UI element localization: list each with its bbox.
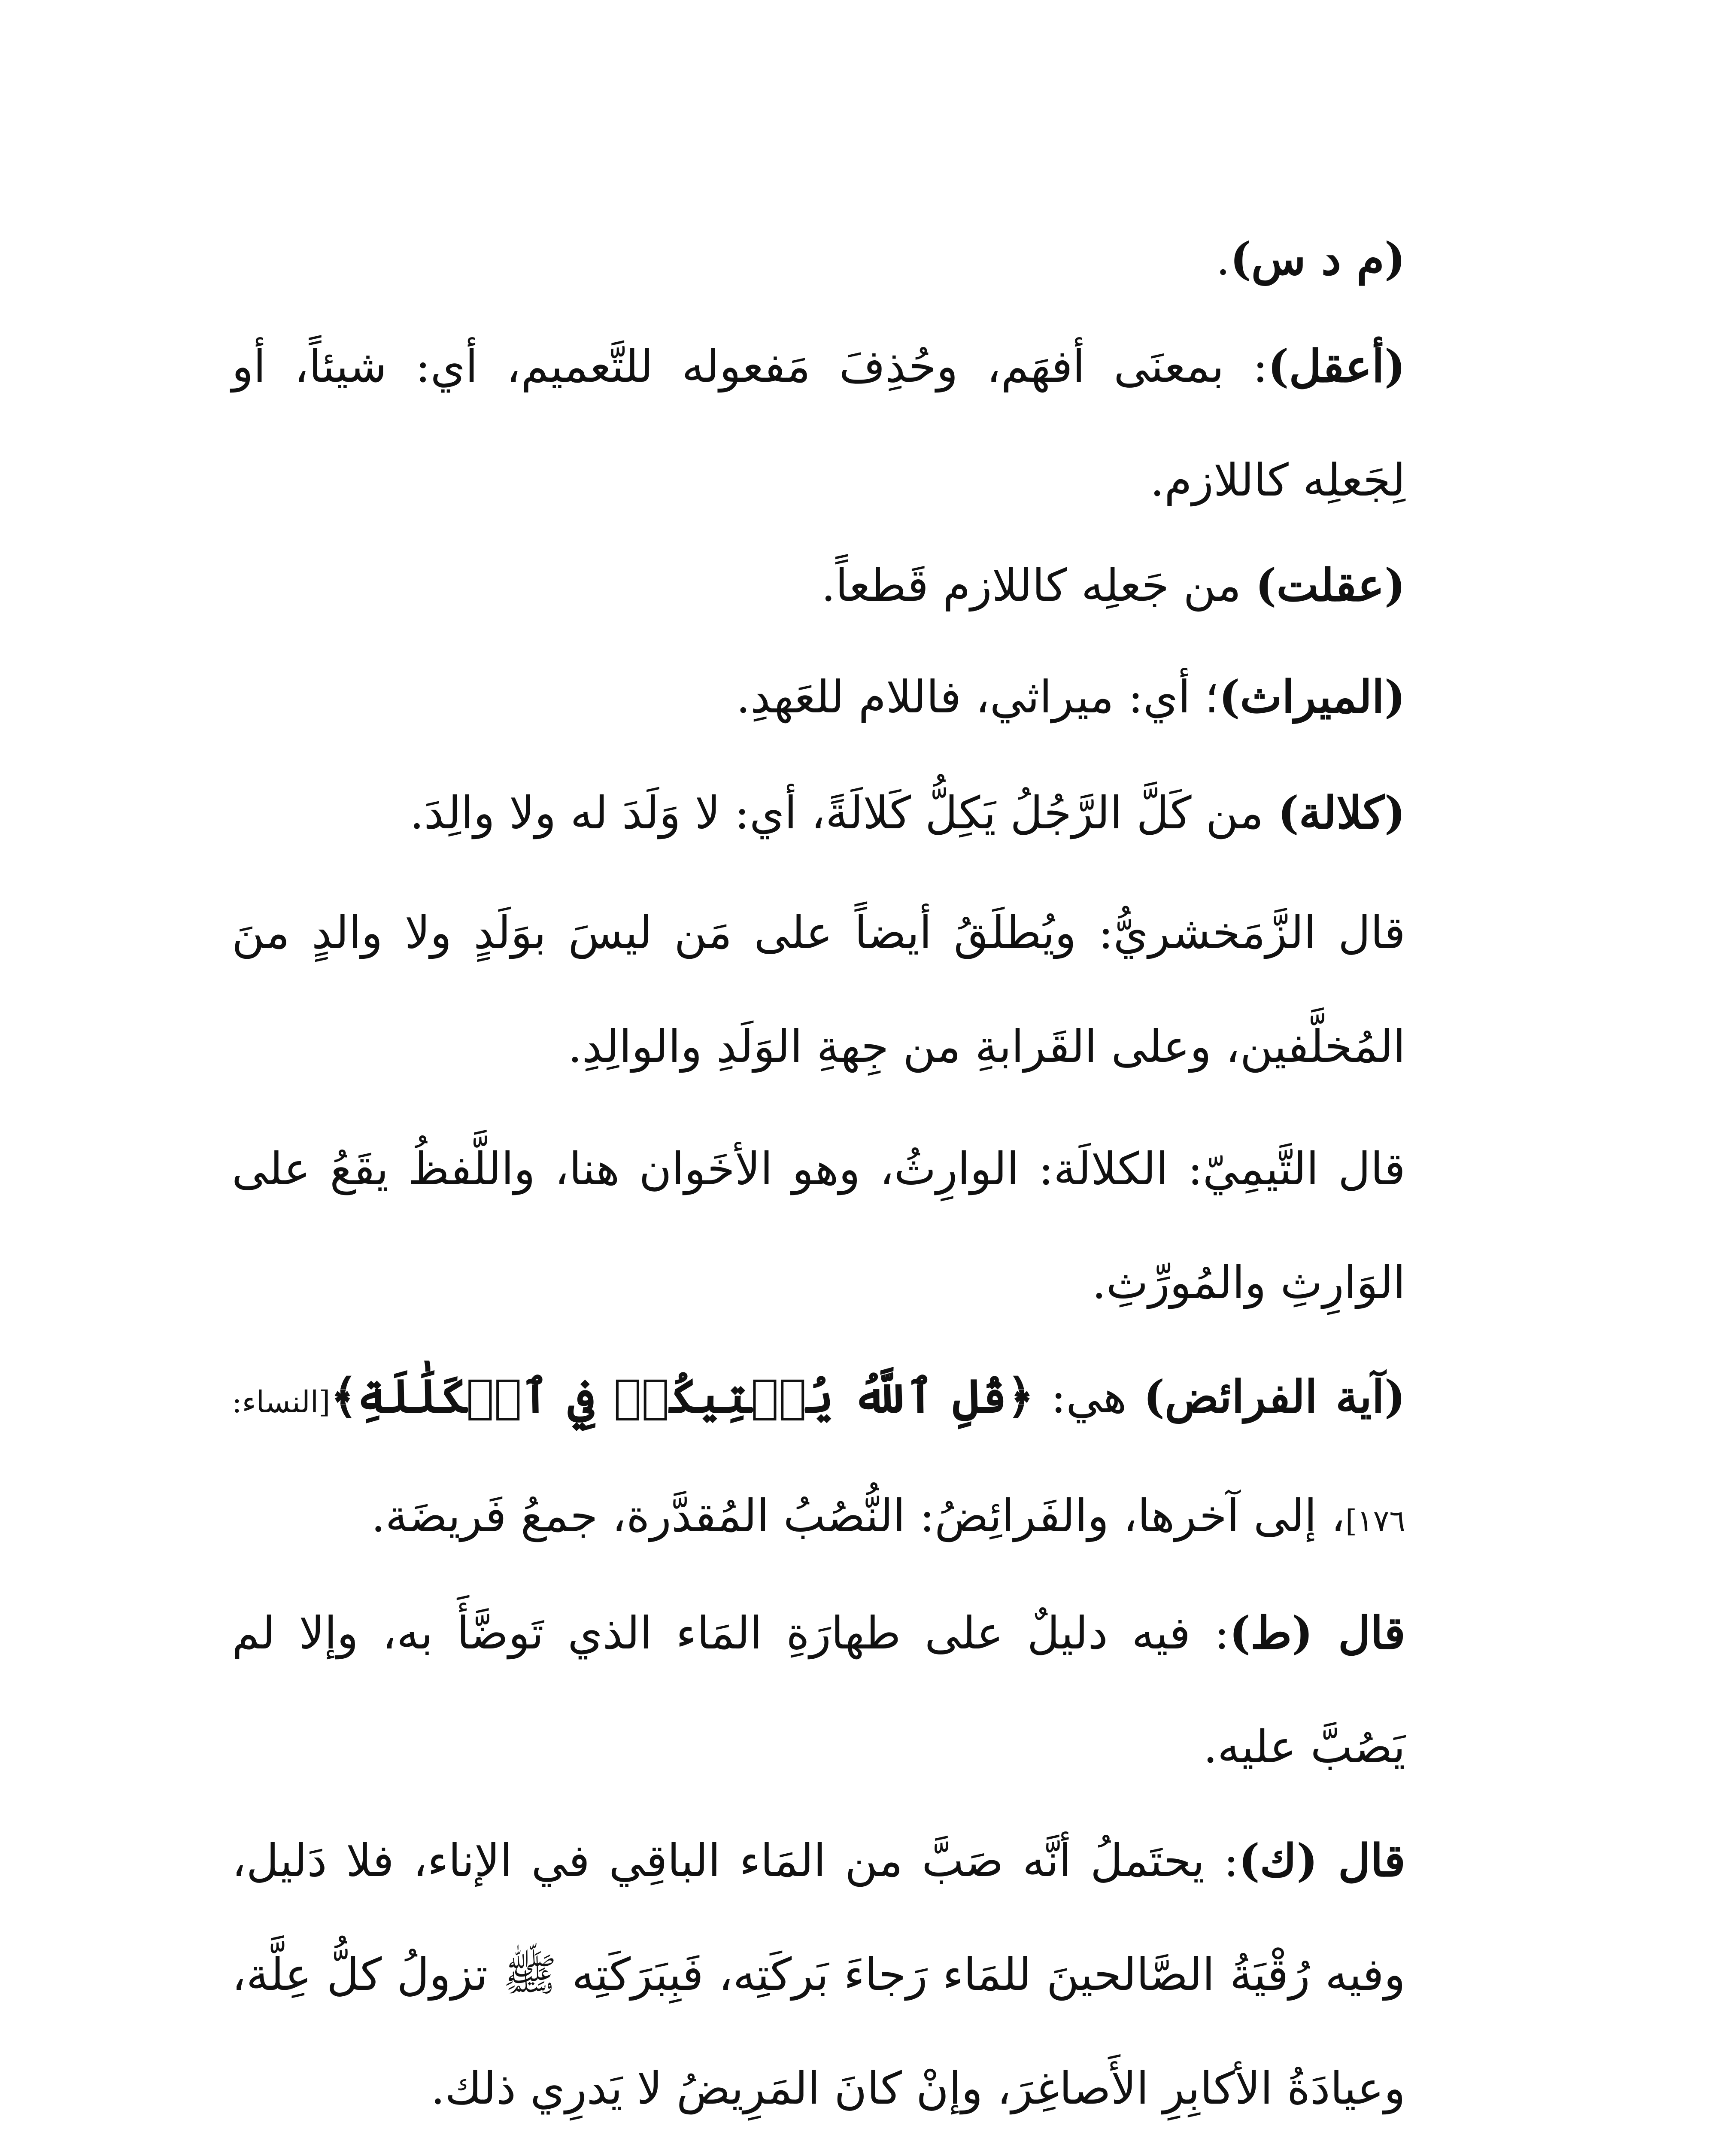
- term: (عقلت): [1255, 559, 1405, 611]
- paragraph-text: : فيه دليلٌ على طهارَةِ المَاء الذي تَوضَّأَ به، وإلا لم يَصُبَّ عليه.: [232, 1607, 1405, 1773]
- paragraph-source-codes: [232, 202, 1504, 316]
- paragraph-aqaltu: [232, 528, 1504, 642]
- term: (كلالة): [1278, 786, 1405, 839]
- paragraph-text: : بمعنَى أفهَم، وحُذِفَ مَفعوله للتَّعميم، أي: شيئاً، أو لِجَعلِه كاللازم.: [232, 340, 1405, 506]
- paragraph-zamakhshari: [232, 876, 1504, 1104]
- paragraph-text: هي:: [1034, 1371, 1144, 1423]
- paragraph-text: قال الزَّمَخشريُّ: ويُطلَقُ أيضاً على مَن ليسَ بوَلَدٍ ولا والدٍ منَ المُخلَّفين، وعلى القَرابةِ من جِهةِ الوَلَدِ والوالِدِ.: [232, 906, 1405, 1073]
- term: قال (ك): [1238, 1834, 1405, 1887]
- paragraph-qal-kaf: [232, 1803, 1504, 2145]
- paragraph-kalala: [232, 756, 1504, 870]
- term: (أعقل): [1268, 340, 1405, 392]
- term: (الميراث): [1219, 670, 1405, 723]
- paragraph-qal-ta: [232, 1576, 1504, 1804]
- quran-verse: ﴿قُلِ ٱللَّهُ يُفۡتِيكُمۡ فِي ٱلۡكَلَٰلَةِ﴾: [330, 1369, 1034, 1423]
- paragraph-ayat-alfaraid: [232, 1340, 1504, 1578]
- quran-citation: [النساء: ١٧٦]: [232, 1384, 1405, 1539]
- term: قال (ط): [1229, 1606, 1406, 1659]
- term: (آية الفرائض): [1143, 1370, 1406, 1423]
- paragraph-text: .: [1216, 233, 1230, 285]
- paragraph-mirath: [232, 640, 1504, 754]
- book-page: [232, 0, 1504, 2147]
- term: (م د س): [1230, 232, 1405, 285]
- paragraph-aqil: [232, 309, 1504, 537]
- paragraph-text: : يحتَملُ أنَّه صَبَّ من المَاء الباقِي في الإناء، فلا دَليل، وفيه رُقْيَةُ الصَّالحينَ للمَاء رَجاءَ بَركَتِه، فَبِبَرَكَتِه ﷺ تزولُ كلُّ عِلَّة، وعيادَةُ الأكابِرِ الأَصاغِرَ، وإنْ كانَ المَرِيضُ لا يَدرِي ذلك.: [232, 1834, 1405, 2114]
- paragraph-text: من كَلَّ الرَّجُلُ يَكِلُّ كَلالَةً، أي: لا وَلَدَ له ولا والِدَ.: [410, 787, 1278, 839]
- paragraph-text: ، إلى آخرها، والفَرائِضُ: النُّصُبُ المُقدَّرة، جمعُ فَريضَة.: [371, 1490, 1345, 1542]
- paragraph-text: من جَعلِه كاللازم قَطعاً.: [821, 559, 1256, 611]
- paragraph-text: ؛ أي: ميراثي، فاللام للعَهدِ.: [736, 671, 1219, 723]
- paragraph-taymi: [232, 1112, 1504, 1340]
- paragraph-text: قال التَّيمِيّ: الكلالَة: الوارِثُ، وهو الأخَوان هنا، واللَّفظُ يقَعُ على الوَارِثِ والمُورِّثِ.: [232, 1143, 1405, 1309]
